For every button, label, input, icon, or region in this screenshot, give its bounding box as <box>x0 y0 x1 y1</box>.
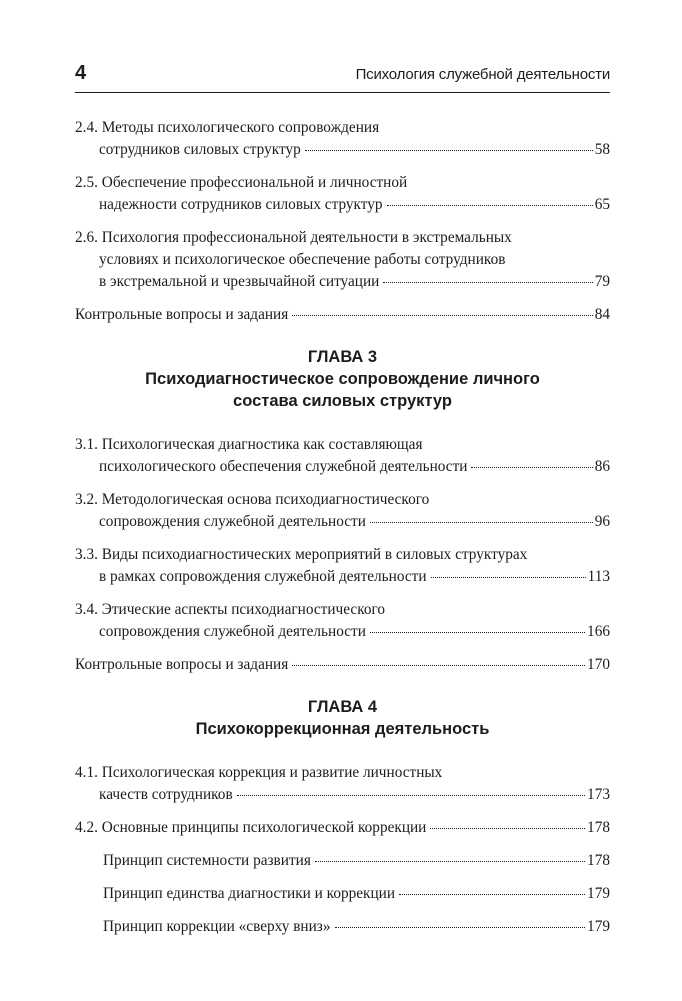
toc-entry <box>75 172 610 216</box>
toc-entry <box>75 762 610 806</box>
toc-page-number: 86 <box>594 458 610 475</box>
toc-page-number: 173 <box>587 786 610 803</box>
toc-section-3 <box>75 762 610 938</box>
toc-entry-line: 4.1. Психологическая коррекция и развитие личностных <box>75 764 443 781</box>
toc-entry-text: психологического обеспечения служебной деятельности <box>99 458 468 475</box>
toc-entry-line: 3.4. Этические аспекты психодиагностического <box>75 601 386 618</box>
toc-entry-text: сотрудников силовых структур <box>99 141 301 158</box>
toc-entry-text: в рамках сопровождения служебной деятельности <box>99 568 427 585</box>
toc-entry-line: 2.5. Обеспечение профессиональной и личностной <box>75 174 408 191</box>
table-of-contents <box>75 117 610 949</box>
dot-leader <box>399 890 585 895</box>
toc-page-number: 170 <box>587 656 610 673</box>
toc-entry-line: 3.3. Виды психодиагностических мероприятий в силовых структурах <box>75 546 528 563</box>
chapter-3-title-line-1: Психодиагностическое сопровождение личного <box>145 370 540 388</box>
toc-page-number: 113 <box>587 568 610 585</box>
dot-leader <box>383 278 592 283</box>
dot-leader <box>370 628 585 633</box>
toc-page-number: 79 <box>594 273 610 290</box>
toc-entry-last-line <box>103 883 610 905</box>
toc-entry-line: 2.4. Методы психологического сопровождения <box>75 119 380 136</box>
toc-entry-last-line <box>75 784 610 806</box>
toc-page-number: 179 <box>587 885 610 902</box>
toc-entry <box>75 544 610 588</box>
toc-entry <box>75 916 610 938</box>
toc-entry-last-line <box>75 271 610 293</box>
toc-entry-last-line <box>75 139 610 161</box>
toc-entry-last-line <box>103 916 610 938</box>
dot-leader <box>237 791 585 796</box>
toc-entry-line: 3.2. Методологическая основа психодиагностического <box>75 491 430 508</box>
chapter-4-title: Психокоррекционная деятельность <box>195 720 490 738</box>
dot-leader <box>387 201 593 206</box>
dot-leader <box>292 661 585 666</box>
dot-leader <box>292 311 592 316</box>
toc-section-2 <box>75 434 610 676</box>
toc-entry-last-line <box>75 511 610 533</box>
dot-leader <box>315 857 585 862</box>
toc-entry <box>75 654 610 676</box>
toc-entry <box>75 850 610 872</box>
dot-leader <box>305 146 593 151</box>
toc-entry <box>75 489 610 533</box>
toc-page-number: 84 <box>594 306 610 323</box>
toc-entry <box>75 227 610 293</box>
toc-section-1 <box>75 117 610 326</box>
toc-entry <box>75 117 610 161</box>
toc-entry <box>75 434 610 478</box>
toc-entry-last-line <box>75 304 610 326</box>
dot-leader <box>431 573 586 578</box>
dot-leader <box>370 518 593 523</box>
chapter-3-label: ГЛАВА 3 <box>307 348 378 366</box>
toc-entry-last-line <box>75 817 610 839</box>
chapter-3-title-line-2: состава силовых структур <box>233 392 452 410</box>
toc-entry-last-line <box>75 621 610 643</box>
toc-entry-last-line <box>103 850 610 872</box>
toc-page-number: 65 <box>594 196 610 213</box>
toc-page-number: 58 <box>594 141 610 158</box>
toc-page-number: 166 <box>587 623 610 640</box>
toc-entry-text: сопровождения служебной деятельности <box>99 513 366 530</box>
running-header <box>75 60 610 93</box>
toc-entry-last-line <box>75 654 610 676</box>
toc-page-number: 178 <box>587 852 610 869</box>
toc-entry <box>75 599 610 643</box>
running-title: Психология служебной деятельности <box>355 66 610 83</box>
toc-entry-line: 3.1. Психологическая диагностика как составляющая <box>75 436 423 453</box>
toc-entry-line: условиях и психологическое обеспечение работы сотрудников <box>99 251 506 268</box>
toc-entry-text: сопровождения служебной деятельности <box>99 623 366 640</box>
toc-entry-text: в экстремальной и чрезвычайной ситуации <box>99 273 380 290</box>
toc-page-number: 96 <box>594 513 610 530</box>
dot-leader <box>335 923 586 928</box>
toc-entry-last-line <box>75 194 610 216</box>
toc-entry-text: Принцип коррекции «сверху вниз» <box>103 918 331 935</box>
toc-page-number: 179 <box>587 918 610 935</box>
toc-entry-text: надежности сотрудников силовых структур <box>99 196 383 213</box>
toc-entry-text: Контрольные вопросы и задания <box>75 306 289 323</box>
toc-entry-text: Контрольные вопросы и задания <box>75 656 289 673</box>
toc-entry <box>75 883 610 905</box>
toc-entry-text: Принцип единства диагностики и коррекции <box>103 885 396 902</box>
page-number: 4 <box>75 62 87 84</box>
toc-entry-line: 2.6. Психология профессиональной деятельности в экстремальных <box>75 229 512 246</box>
toc-entry-text: качеств сотрудников <box>99 786 233 803</box>
toc-page-number: 178 <box>587 819 610 836</box>
toc-entry <box>75 304 610 326</box>
toc-entry <box>75 817 610 839</box>
chapter-4-label: ГЛАВА 4 <box>307 698 378 716</box>
toc-entry-text: Принцип системности развития <box>103 852 311 869</box>
toc-entry-last-line <box>75 566 610 588</box>
dot-leader <box>471 463 592 468</box>
toc-entry-text: 4.2. Основные принципы психологической коррекции <box>75 819 427 836</box>
toc-entry-last-line <box>75 456 610 478</box>
dot-leader <box>430 824 585 829</box>
